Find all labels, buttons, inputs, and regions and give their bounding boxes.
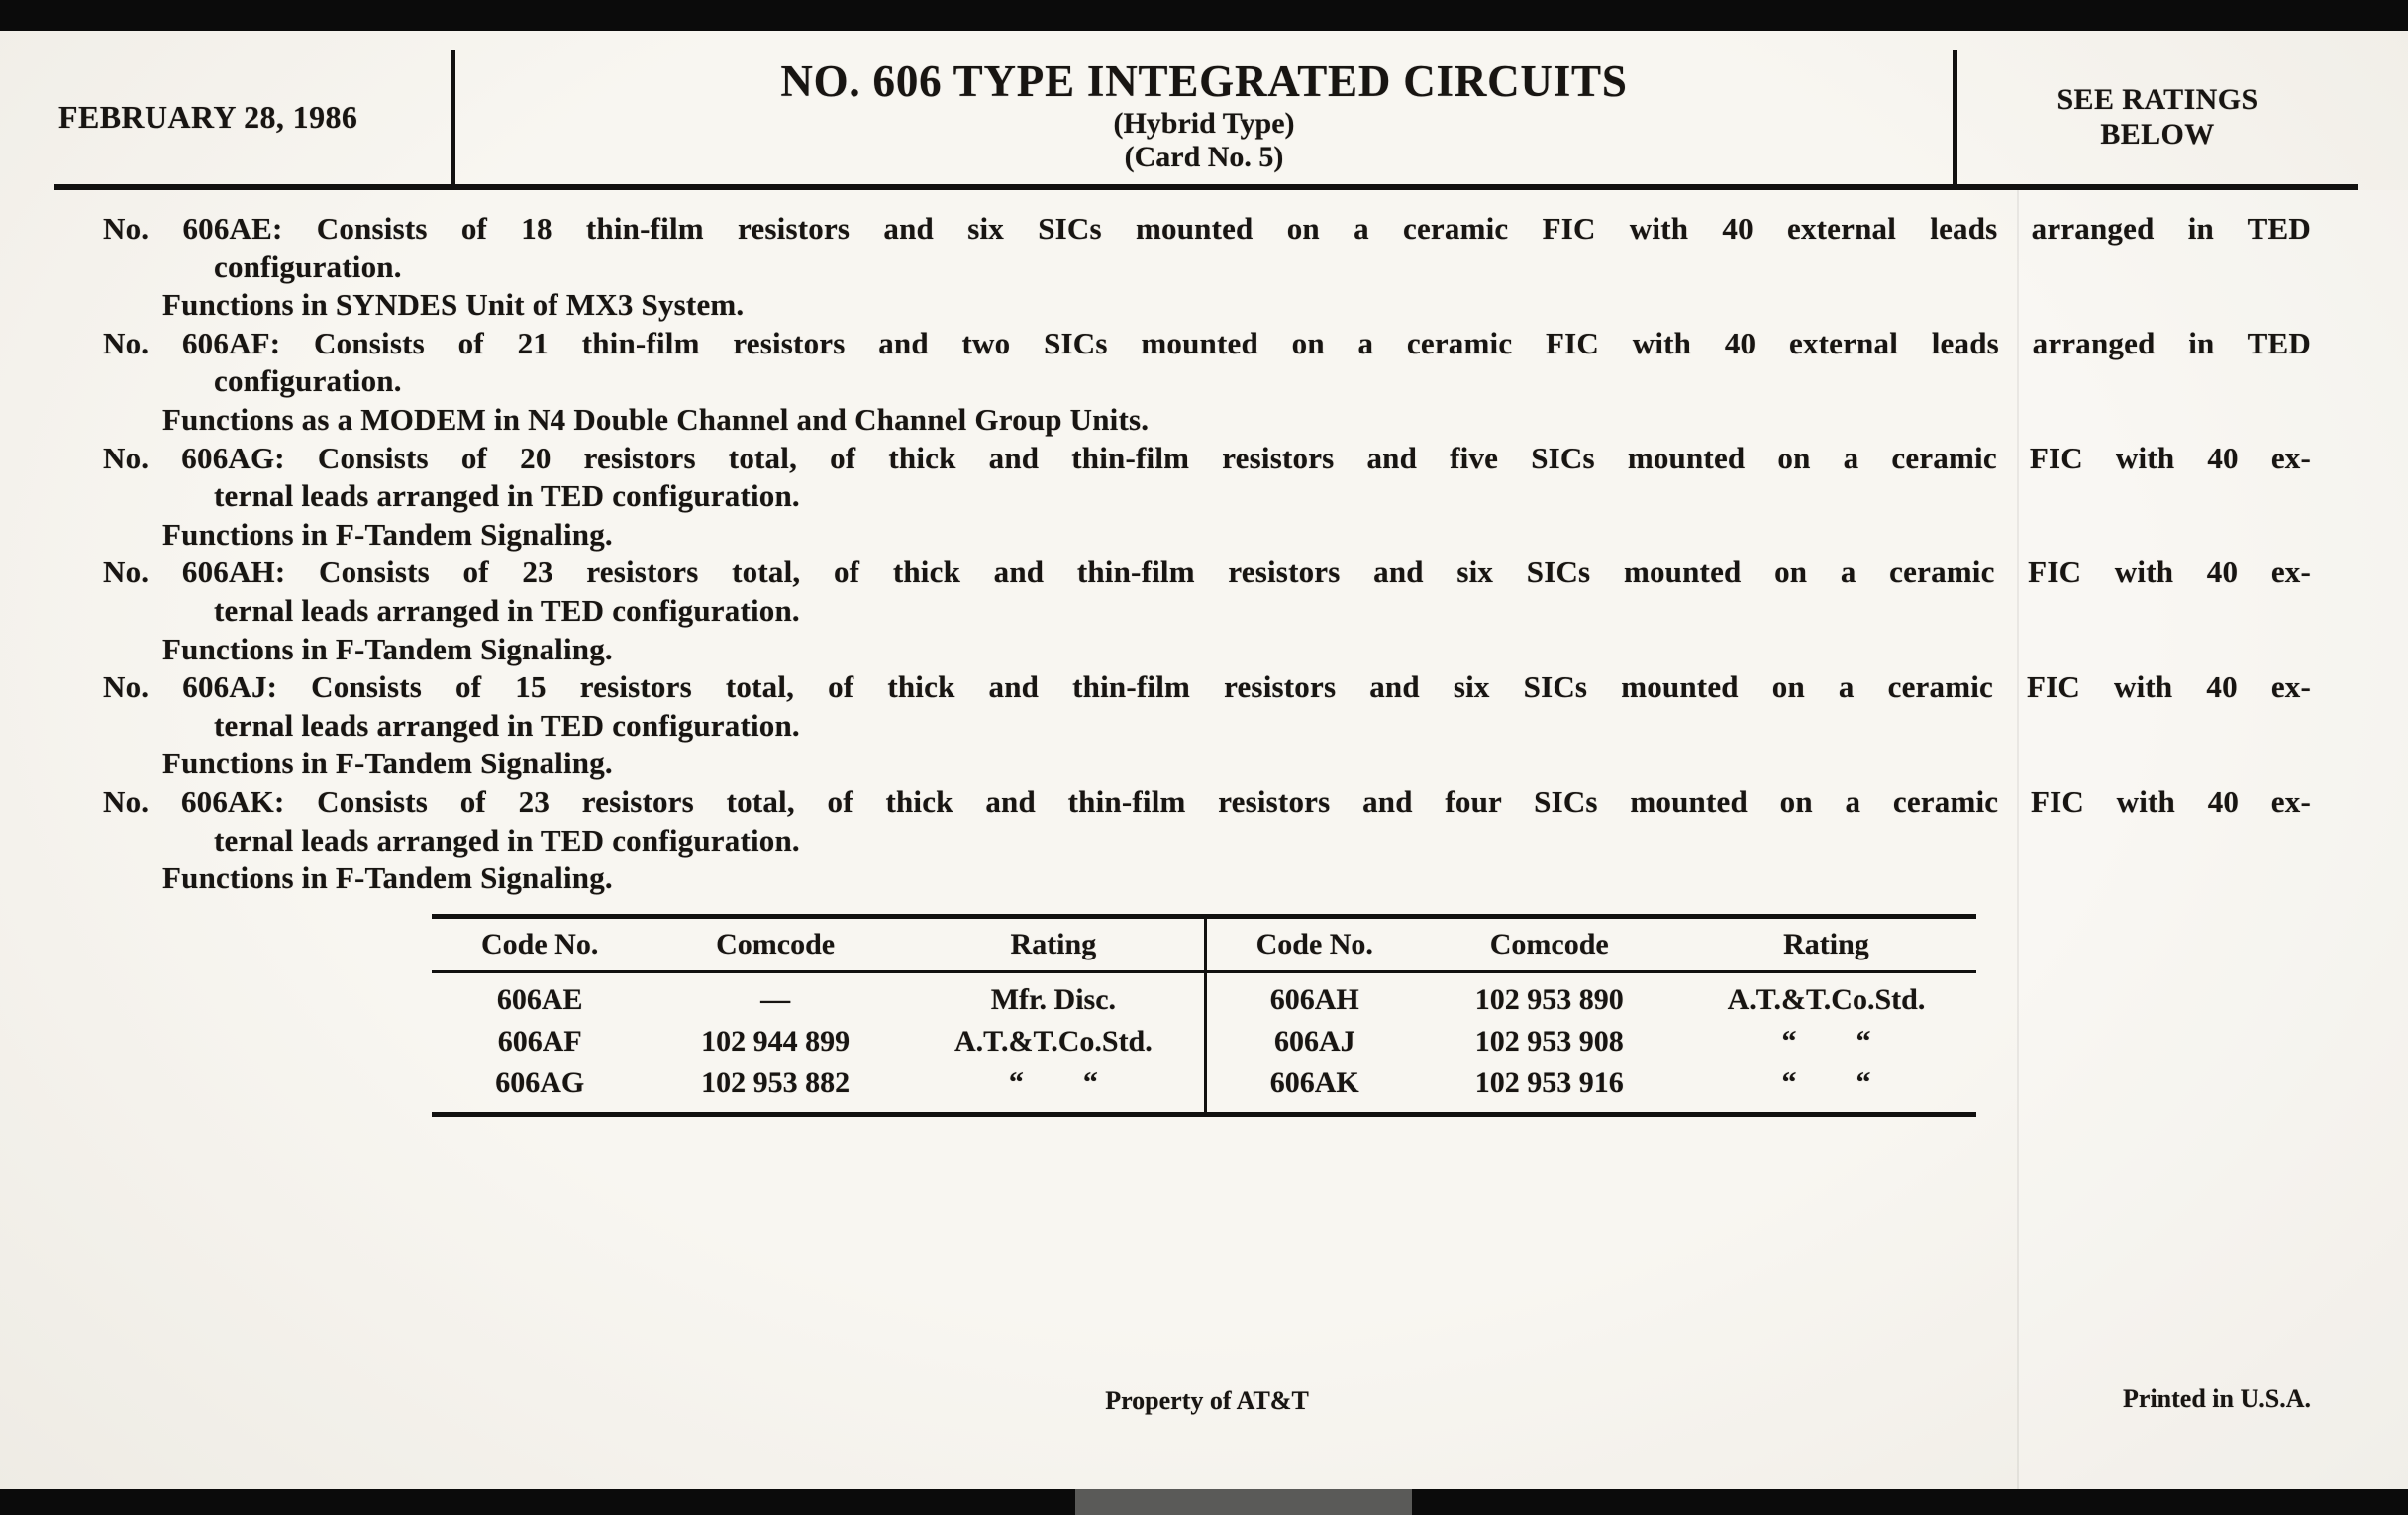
entry-functions-line: Functions in F-Tandem Signaling. (162, 746, 613, 781)
card-header (54, 50, 2358, 190)
cell-rating: “ “ (1781, 1066, 1871, 1099)
circuit-entry-606af (103, 325, 2311, 440)
table-row (1207, 1021, 1976, 1062)
table-row (432, 1062, 1204, 1104)
entry-description-line-1: No. 606AK: Consists of 23 resistors total, of thick and thin-film resistors and four SICs mounted on a ceramic FIC with 40 ex- (103, 783, 2311, 819)
cell-code: 606AF (497, 1025, 582, 1058)
entry-functions-line: Functions as a MODEM in N4 Double Channel and Channel Group Units. (162, 401, 1150, 437)
table-row (432, 979, 1204, 1021)
entry-description-line-2: configuration. (214, 249, 402, 284)
entry-functions-line: Functions in F-Tandem Signaling. (162, 631, 613, 666)
table-header-row (1207, 919, 1976, 973)
entry-description-line-1: No. 606AF: Consists of 21 thin-film resistors and two SICs mounted on a ceramic FIC with 40 external leads arranged in TED (103, 325, 2311, 360)
circuit-descriptions (103, 210, 2311, 898)
header-date-cell (54, 50, 451, 184)
table-body-left (432, 973, 1204, 1112)
circuit-entry-606ag (103, 440, 2311, 555)
cell-code: 606AJ (1273, 1025, 1355, 1058)
header-title-cell (451, 50, 1957, 184)
column-header-rating: Rating (1783, 928, 1869, 960)
entry-functions-line: Functions in F-Tandem Signaling. (162, 860, 613, 896)
footer-printed-notice: Printed in U.S.A. (2123, 1384, 2311, 1413)
ratings-table-left (432, 919, 1204, 1112)
ratings-note-line-2: BELOW (2100, 118, 2215, 151)
entry-description-line-1: No. 606AG: Consists of 20 resistors total, of thick and thin-film resistors and five SICs mounted on a ceramic FIC with 40 ex- (103, 440, 2311, 475)
entry-description-line-1: No. 606AJ: Consists of 15 resistors total, of thick and thin-film resistors and six SICs mounted on a ceramic FIC with 40 ex- (103, 669, 2311, 705)
entry-description-line-2: ternal leads arranged in TED configuration. (214, 592, 800, 628)
circuit-entry-606ae (103, 210, 2311, 325)
footer-property-notice: Property of AT&T (1105, 1386, 1309, 1415)
cell-comcode: 102 953 890 (1474, 983, 1624, 1016)
scan-artifact-top-bar (0, 0, 2408, 31)
table-row (1207, 979, 1976, 1021)
column-header-comcode: Comcode (1489, 928, 1609, 960)
cell-comcode: — (760, 983, 791, 1016)
ratings-note-line-1: SEE RATINGS (2057, 83, 2258, 116)
scan-artifact-bottom-bar-light-segment (1075, 1489, 1412, 1515)
entry-description-line-1: No. 606AE: Consists of 18 thin-film resistors and six SICs mounted on a ceramic FIC with 40 external leads arranged in TED (103, 211, 2311, 246)
table-row (1207, 1062, 1976, 1104)
circuit-entry-606aj (103, 668, 2311, 783)
table-header-row (432, 919, 1204, 973)
cell-code: 606AE (496, 983, 583, 1016)
cell-code: 606AG (495, 1066, 585, 1099)
entry-functions-line: Functions in SYNDES Unit of MX3 System. (162, 287, 745, 323)
cell-code: 606AH (1269, 983, 1359, 1016)
entry-description-line-1: No. 606AH: Consists of 23 resistors total, of thick and thin-film resistors and six SICs mounted on a ceramic FIC with 40 ex- (103, 555, 2311, 590)
cell-rating: A.T.&T.Co.Std. (1727, 983, 1926, 1016)
ratings-table (432, 914, 1976, 1117)
cell-comcode: 102 953 882 (701, 1066, 851, 1099)
ratings-table-right (1204, 919, 1976, 1112)
entry-description-line-2: ternal leads arranged in TED configuration. (214, 822, 800, 858)
cell-comcode: 102 944 899 (701, 1025, 851, 1058)
cell-comcode: 102 953 916 (1474, 1066, 1624, 1099)
entry-description-line-2: configuration. (214, 363, 402, 399)
card-subtitle-number: (Card No. 5) (1124, 141, 1284, 173)
circuit-entry-606ah (103, 554, 2311, 668)
column-header-code: Code No. (481, 928, 599, 960)
cell-rating: Mfr. Disc. (990, 983, 1117, 1016)
table-body-right (1207, 973, 1976, 1112)
cell-code: 606AK (1269, 1066, 1359, 1099)
table-row (432, 1021, 1204, 1062)
entry-description-line-2: ternal leads arranged in TED configuration. (214, 478, 800, 514)
card-title: NO. 606 TYPE INTEGRATED CIRCUITS (780, 56, 1628, 106)
column-header-code: Code No. (1255, 928, 1373, 960)
cell-comcode: 102 953 908 (1474, 1025, 1624, 1058)
column-header-rating: Rating (1010, 928, 1097, 960)
cell-rating: “ “ (1008, 1066, 1098, 1099)
circuit-entry-606ak (103, 783, 2311, 898)
card-subtitle-type: (Hybrid Type) (1113, 107, 1295, 140)
header-ratings-note-cell (1957, 50, 2358, 184)
entry-functions-line: Functions in F-Tandem Signaling. (162, 516, 613, 552)
column-header-comcode: Comcode (716, 928, 836, 960)
cell-rating: A.T.&T.Co.Std. (954, 1025, 1153, 1058)
cell-rating: “ “ (1781, 1025, 1871, 1058)
entry-description-line-2: ternal leads arranged in TED configuration. (214, 707, 800, 743)
card-date: FEBRUARY 28, 1986 (58, 98, 358, 135)
